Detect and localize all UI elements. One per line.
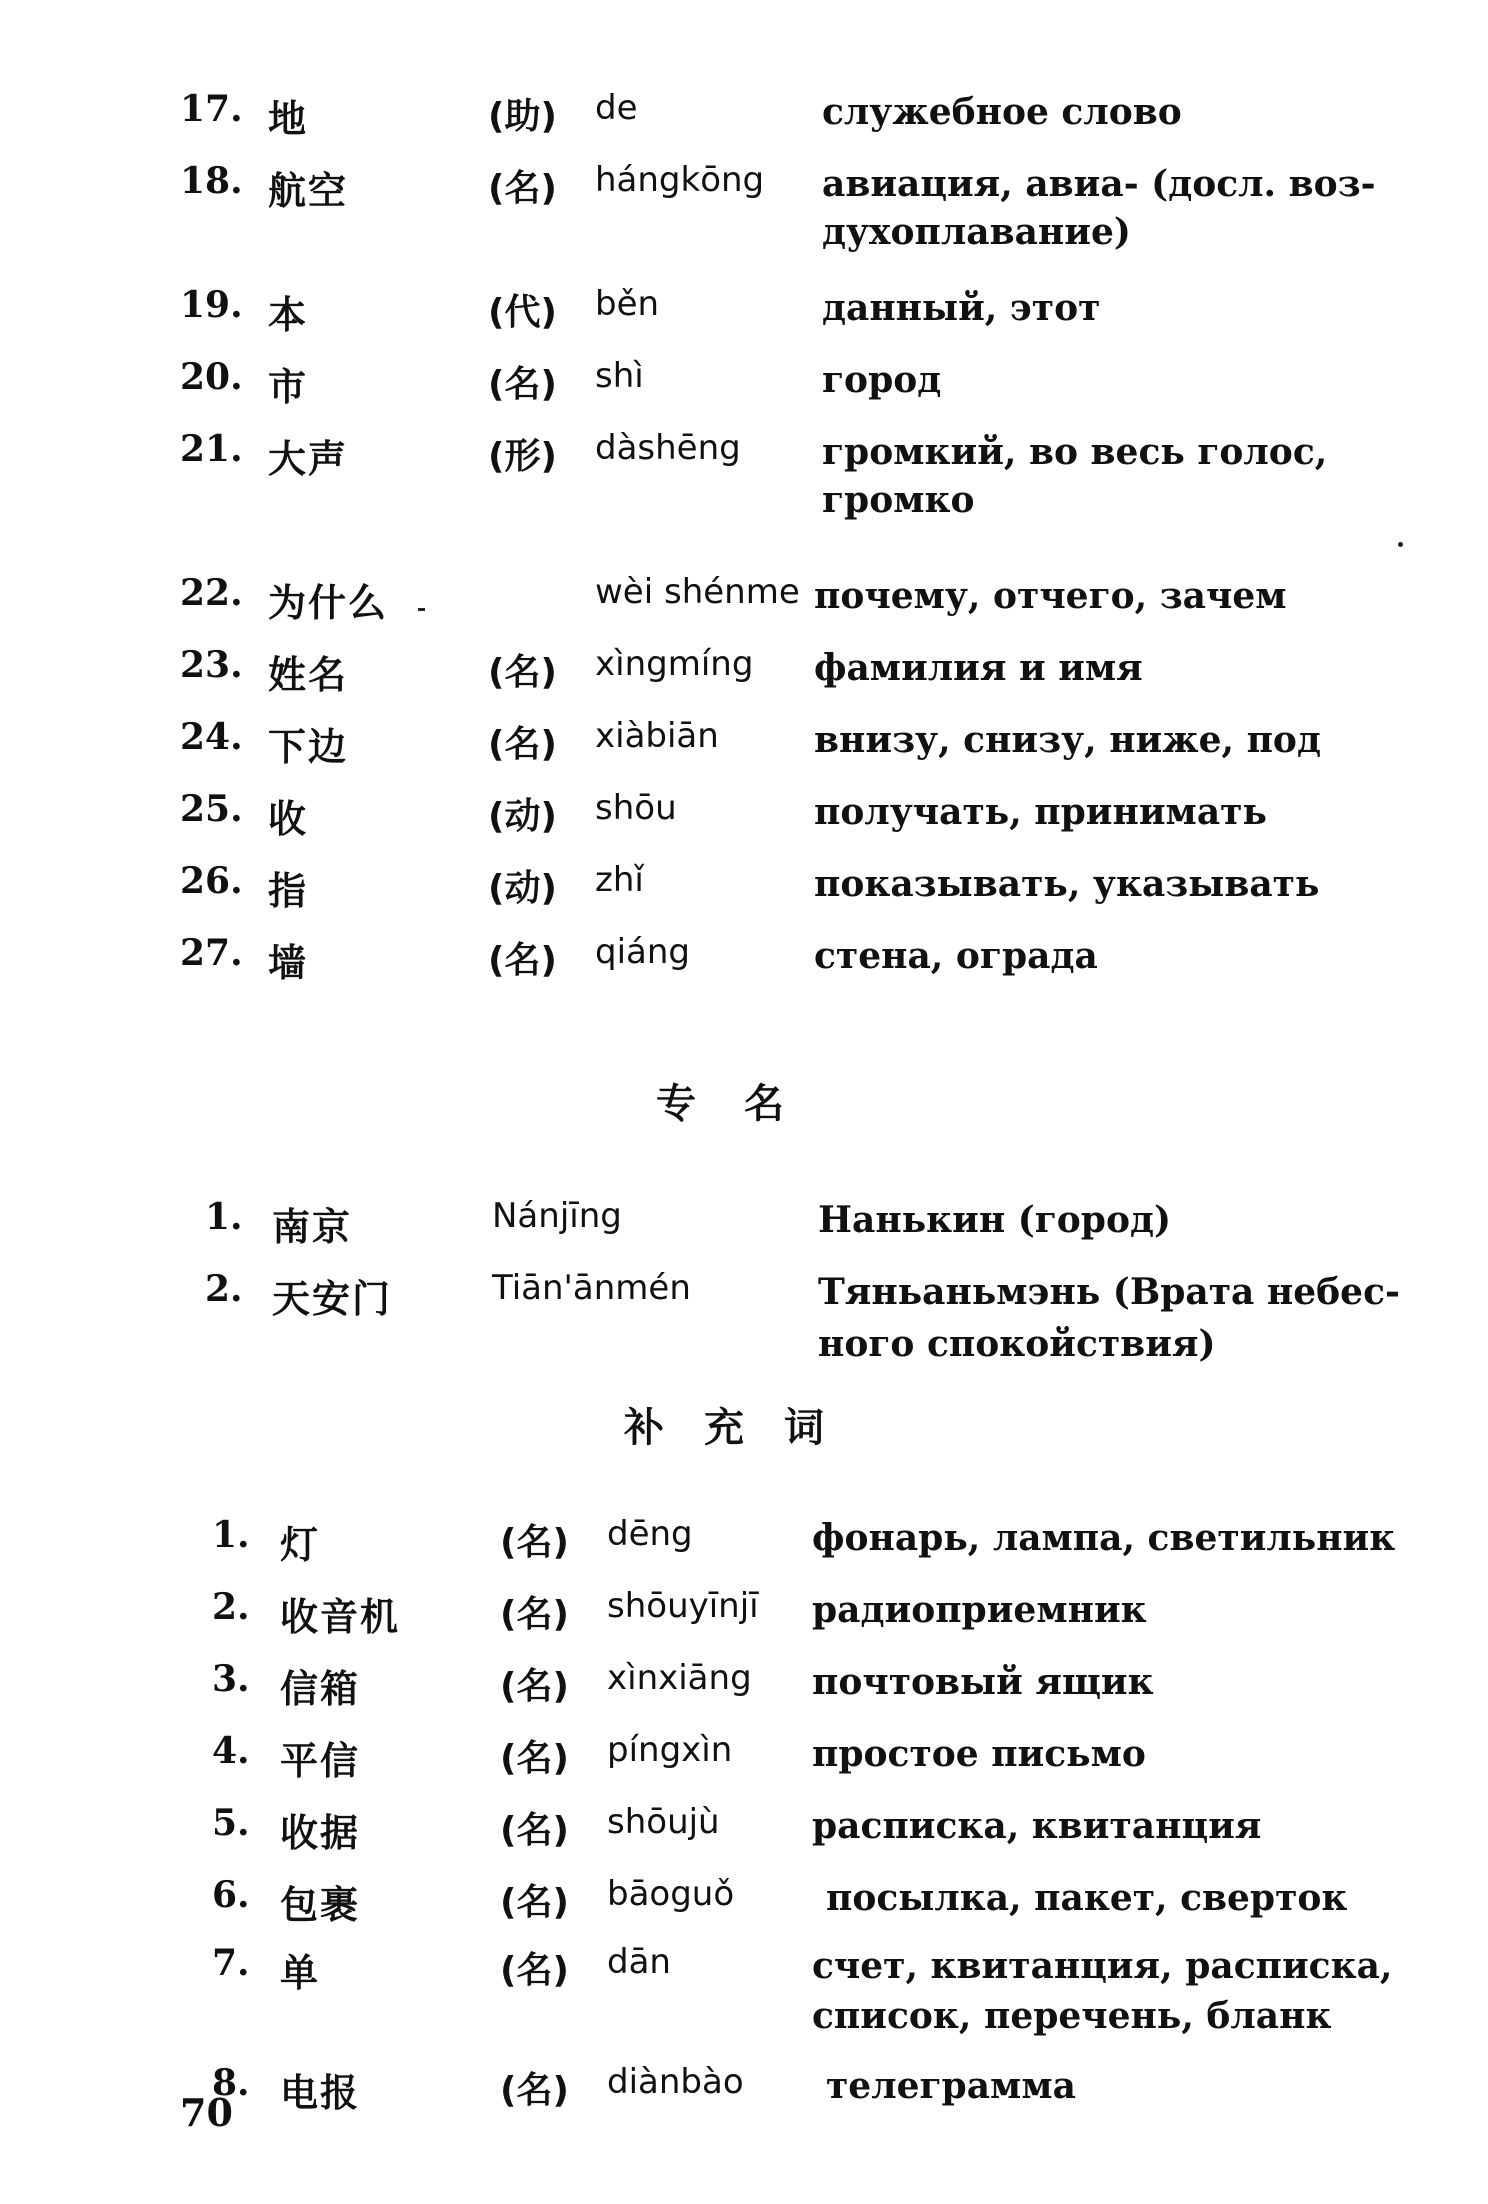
part-of-speech: (动) [488, 796, 557, 837]
translation: почему, отчего, зачем [814, 575, 1287, 617]
translation: авиация, авиа- (досл. воз- [822, 163, 1376, 205]
chinese-word: 灯 [280, 1523, 321, 1567]
entry-number: 1. [212, 1514, 250, 1556]
pinyin: wèi shénme [595, 572, 800, 612]
chinese-word: 大声 [268, 437, 349, 481]
pinyin: hángkōng [595, 160, 765, 200]
pinyin: de [595, 88, 638, 128]
part-of-speech: (名) [488, 652, 557, 693]
chinese-word: 指 [268, 869, 309, 913]
chinese-word: 下边 [268, 725, 349, 769]
part-of-speech: (名) [488, 168, 557, 209]
translation: радиоприемник [812, 1589, 1147, 1631]
part-of-speech: (名) [500, 1810, 569, 1851]
part-of-speech: (名) [488, 364, 557, 405]
translation: служебное слово [822, 91, 1182, 133]
entry-number: 5. [212, 1802, 250, 1844]
translation-continued: духоплавание) [822, 211, 1131, 253]
chinese-word: 收据 [280, 1811, 361, 1855]
pinyin: shōujù [607, 1802, 720, 1842]
translation: счет, квитанция, расписка, [812, 1945, 1393, 1987]
pinyin: dēng [607, 1514, 693, 1554]
entry-number: 18. [180, 160, 243, 202]
entry-number: 24. [180, 716, 243, 758]
proper-names-heading: 专名 [656, 1081, 832, 1127]
translation: почтовый ящик [812, 1661, 1154, 1703]
chinese-word: 平信 [280, 1739, 361, 1783]
part-of-speech: (名) [500, 1738, 569, 1779]
translation: показывать, указывать [814, 863, 1320, 905]
translation-continued: громко [822, 479, 975, 521]
translation: посылка, пакет, сверток [826, 1877, 1348, 1919]
entry-number: 7. [212, 1942, 250, 1984]
chinese-word: 为什么 [268, 581, 389, 625]
scan-speck [1398, 542, 1403, 547]
part-of-speech: (动) [488, 868, 557, 909]
part-of-speech: (代) [488, 292, 557, 333]
translation: простое письмо [812, 1733, 1146, 1775]
chinese-word: 单 [280, 1951, 321, 1995]
chinese-word: 包裹 [280, 1883, 361, 1927]
pinyin: běn [595, 284, 660, 324]
pinyin: dàshēng [595, 428, 741, 468]
entry-number: 8. [212, 2062, 250, 2104]
pinyin: bāoguǒ [607, 1874, 735, 1914]
part-of-speech: (助) [488, 96, 557, 137]
pinyin: Tiān'ānmén [492, 1268, 691, 1308]
entry-number: 1. [205, 1196, 243, 1238]
part-of-speech: (形) [488, 436, 557, 477]
pinyin: xiàbiān [595, 716, 719, 756]
chinese-word: 地 [268, 97, 309, 141]
translation: город [822, 359, 942, 401]
entry-number: 6. [212, 1874, 250, 1916]
part-of-speech: (名) [488, 940, 557, 981]
entry-number: 19. [180, 284, 243, 326]
pinyin: píngxìn [607, 1730, 733, 1770]
pinyin: xìngmíng [595, 644, 754, 684]
chinese-word: 航空 [268, 169, 349, 213]
scan-mark [418, 608, 425, 611]
entry-number: 23. [180, 644, 243, 686]
pinyin: diànbào [607, 2062, 744, 2102]
chinese-word: 信箱 [280, 1667, 361, 1711]
entry-number: 3. [212, 1658, 250, 1700]
chinese-word: 南京 [272, 1205, 353, 1249]
part-of-speech: (名) [500, 2070, 569, 2111]
pinyin: shōu [595, 788, 677, 828]
chinese-word: 姓名 [268, 653, 349, 697]
translation: фамилия и имя [814, 647, 1143, 689]
entry-number: 2. [212, 1586, 250, 1628]
pinyin: qiáng [595, 932, 690, 972]
chinese-word: 收 [268, 797, 309, 841]
entry-number: 2. [205, 1268, 243, 1310]
part-of-speech: (名) [500, 1522, 569, 1563]
translation: стена, ограда [814, 935, 1098, 977]
pinyin: shì [595, 356, 644, 396]
translation: фонарь, лампа, светильник [812, 1517, 1396, 1559]
pinyin: zhǐ [595, 860, 644, 900]
entry-number: 22. [180, 572, 243, 614]
chinese-word: 墙 [268, 941, 309, 985]
chinese-word: 收音机 [280, 1595, 401, 1639]
entry-number: 4. [212, 1730, 250, 1772]
translation: громкий, во весь голос, [822, 431, 1328, 473]
chinese-word: 天安门 [272, 1277, 393, 1321]
translation-continued: список, перечень, бланк [812, 1995, 1332, 2037]
translation: расписка, квитанция [812, 1805, 1262, 1847]
chinese-word: 电报 [280, 2071, 361, 2115]
entry-number: 20. [180, 356, 243, 398]
translation: данный, этот [822, 287, 1101, 329]
pinyin: dān [607, 1942, 671, 1982]
entry-number: 21. [180, 428, 243, 470]
part-of-speech: (名) [500, 1882, 569, 1923]
part-of-speech: (名) [488, 724, 557, 765]
part-of-speech: (名) [500, 1594, 569, 1635]
translation: получать, принимать [814, 791, 1267, 833]
part-of-speech: (名) [500, 1950, 569, 1991]
translation-continued: ного спокойствия) [818, 1323, 1216, 1365]
pinyin: xìnxiāng [607, 1658, 752, 1698]
pinyin: Nánjīng [492, 1196, 622, 1236]
translation: Тяньаньмэнь (Врата небес- [818, 1271, 1400, 1313]
pinyin: shōuyīnjī [607, 1586, 759, 1626]
entry-number: 27. [180, 932, 243, 974]
translation: Нанькин (город) [818, 1199, 1172, 1241]
page-number: 70 [180, 2090, 233, 2135]
chinese-word: 市 [268, 365, 309, 409]
entry-number: 17. [180, 88, 243, 130]
chinese-word: 本 [268, 293, 309, 337]
entry-number: 25. [180, 788, 243, 830]
part-of-speech: (名) [500, 1666, 569, 1707]
translation: внизу, снизу, ниже, под [814, 719, 1321, 761]
translation: телеграмма [826, 2065, 1076, 2107]
entry-number: 26. [180, 860, 243, 902]
supplementary-words-heading: 补充词 [624, 1405, 864, 1451]
